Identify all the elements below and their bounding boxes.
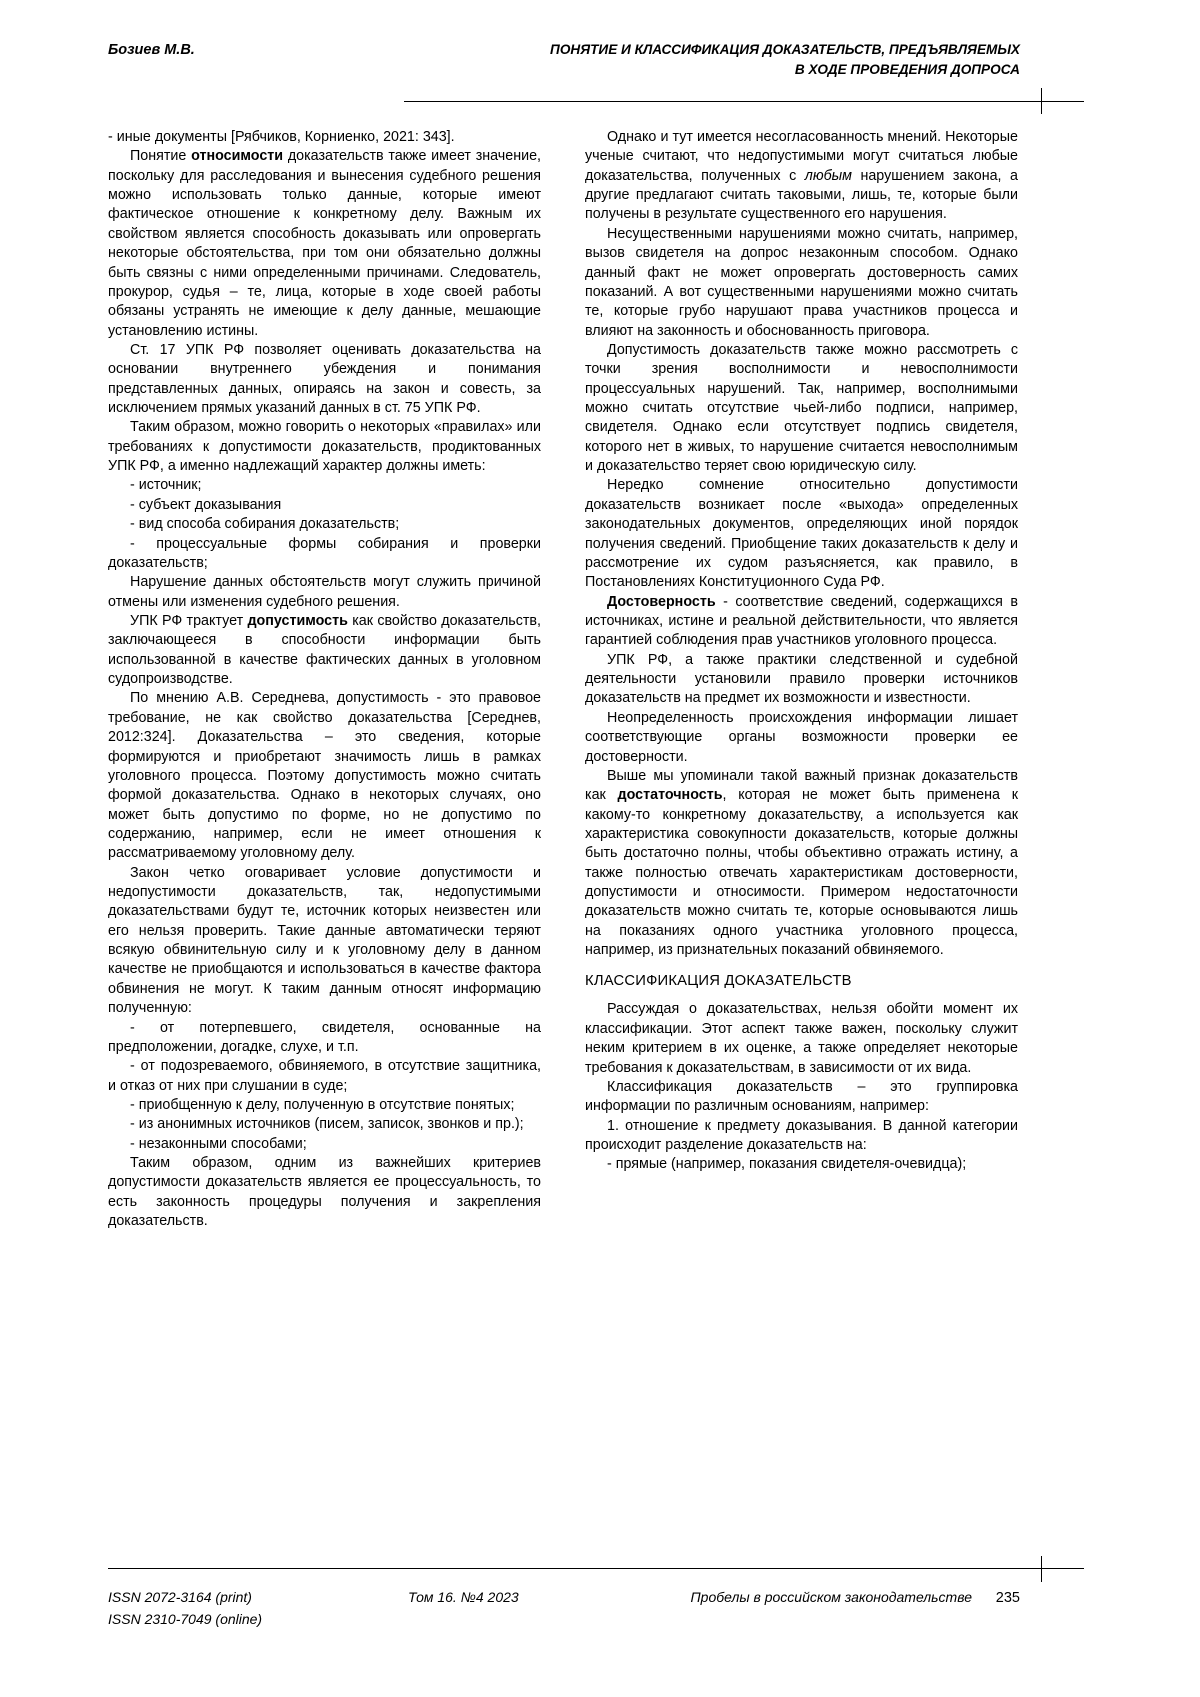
text-run: Однако и тут имеется несогласованность мнений. Некоторые ученые считают, что недопустимыми могут считаться любые доказательства, полученных с (585, 129, 1018, 184)
term-dostovernost: Достоверность (607, 593, 716, 610)
page-number: 235 (995, 1590, 1020, 1606)
paragraph: Таким образом, можно говорить о некоторых «правилах» или требованиях к допустимости доказательств, продиктованных УПК РФ, а именно надлежащий характер должны иметь: (108, 419, 541, 475)
text-run: - соответствие сведений, содержащихся в источниках, истине и реальной действительности, что является гарантией соблюдения прав участников уголовного процесса. (585, 593, 1018, 649)
text-run: Выше мы упоминали такой важный признак доказательств как (585, 767, 1018, 804)
paragraph: - иные документы [Рябчиков, Корниенко, 2021: 343]. (108, 129, 455, 145)
paragraph: УПК РФ, а также практики следственной и судебной деятельности установили правило проверки источников доказательств на предмет их возможности и известности. (585, 651, 1018, 707)
footer-divider (108, 1568, 1084, 1569)
list-item: - из анонимных источников (писем, записок, звонков и пр.); (130, 1116, 524, 1133)
paragraph: Допустимость доказательств также можно рассмотреть с точки зрения восполнимости и невосполнимости процессуальных нарушений. Так, например, восполнимыми можно считать отсутствие чьей-либо подписи, например, свидетеля. Однако если отсутствует подпись свидетеля, которого нет в живых, то нарушение считается невосполнимым и доказательство теряет свою юридическую силу. (585, 341, 1018, 475)
issn-block (108, 1586, 408, 1631)
term-dostatochnost: достаточность (617, 787, 723, 804)
paragraph: Закон четко оговаривает условие допустимости и недопустимости доказательств, так, недопустимыми доказательствами будут те, источник которых неизвестен или его нельзя проверить. Такие данные автоматически теряют всякую обвинительную силу и к уголовному делу в данном качестве не приобщаются и использоваться в качестве фактора обвинения не могут. К таким данным относят информацию полученную: (108, 864, 541, 1017)
header-divider (404, 101, 1084, 102)
volume-issue: Том 16. №4 2023 (408, 1589, 519, 1605)
list-item: - источник; (130, 477, 202, 494)
list-item: - процессуальные формы собирания и проверки доказательств; (108, 535, 541, 571)
paragraph: Ст. 17 УПК РФ позволяет оценивать доказательства на основании внутреннего убеждения и понимания представленных данных, опираясь на закон и совесть, за исключением прямых указаний данных в ст. 75 УПК РФ. (108, 341, 541, 417)
text-run: как свойство доказательств, заключающееся в способности информации быть использованной в качестве фактических данных в уголовном судопроизводстве. (108, 612, 541, 688)
paragraph: По мнению А.В. Середнева, допустимость - это правовое требование, не как свойство доказательства [Середнев, 2012:324]. Доказательства – это сведения, которые формируются и приобретают значимость лишь в рамках уголовного процесса. Поэтому допустимость можно считать формой доказательства. Однако в некоторых случаях, оно может быть допустимо по форме, но не допустимо по содержанию, например, если не имеет отношения к рассматриваемому уголовному делу. (108, 690, 541, 862)
paragraph (585, 593, 1018, 651)
text-run: доказательств также имеет значение, поскольку для расследования и вынесения судебного решения можно использовать только данные, которые имеют фактическое отношение к конкретному делу. Важным их свойством является способность доказывать или опровергать некоторые обстоятельства, при том они обязательно должны быть связны с ними определенными причинами. Следователь, прокурор, судья – те, лица, которые в ходе своей работы обязаны устранять не имеющие к делу данные, мешающие установлению истины. (108, 148, 542, 339)
page-footer (108, 1586, 1020, 1631)
page-header (108, 40, 1020, 79)
issn-online: ISSN 2310-7049 (online) (108, 1611, 263, 1628)
section-heading: КЛАССИФИКАЦИЯ ДОКАЗАТЕЛЬСТВ (585, 973, 852, 990)
paragraph (585, 128, 1018, 225)
header-title-line1: ПОНЯТИЕ И КЛАССИФИКАЦИЯ ДОКАЗАТЕЛЬСТВ, ПРЕДЪЯВЛЯЕМЫХ (550, 42, 1020, 57)
text-run: нарушением закона, а другие предлагают считать таковыми, лишь, те, которые были получены в результате существенного его нарушения. (585, 167, 1018, 223)
list-item: - приобщенную к делу, полученную в отсутствие понятых; (130, 1096, 515, 1113)
paragraph: Неопределенность происхождения информации лишает соответствующие органы возможности проверки ее достоверности. (585, 709, 1018, 765)
text-run: Понятие (130, 148, 192, 165)
header-article-title (550, 40, 1020, 79)
paragraph: Нарушение данных обстоятельств могут служить причиной отмены или изменения судебного решения. (108, 574, 541, 610)
issn-print: ISSN 2072-3164 (print) (108, 1589, 252, 1605)
list-item: - незаконными способами; (130, 1135, 307, 1152)
text-run: УПК РФ трактует (130, 612, 248, 629)
list-item: - субъект доказывания (130, 496, 282, 513)
paragraph: Несущественными нарушениями можно считать, например, вызов свидетеля на допрос незаконным способом. Однако данный факт не может опровергать достоверность самих показаний. А вот существенными нарушениями можно считать те, которые грубо нарушают права участников процесса и влияют на законность и обоснованность приговора. (585, 225, 1018, 339)
term-dopustimost: допустимость (247, 612, 348, 629)
header-divider-tick (1041, 88, 1042, 114)
header-author: Бозиев М.В. (108, 42, 195, 58)
header-title-line2: В ХОДЕ ПРОВЕДЕНИЯ ДОПРОСА (794, 61, 1020, 77)
paragraph (108, 147, 541, 341)
list-item: - от потерпевшего, свидетеля, основанные на предположении, догадке, слухе, и т.п. (108, 1019, 541, 1055)
paragraph: Классификация доказательств – это группировка информации по различным основаниям, например: (585, 1078, 1018, 1115)
paragraph (585, 767, 1018, 961)
text-run: , которая не может быть применена к какому-то конкретному доказательству, а используется как характеристика совокупности доказательств, которые должны быть достаточно полны, чтобы объективно отражать истину, а также полностью отвечать характеристикам достоверности, допустимости и относимости. Примером недостаточности доказательств можно считать те, которые основываются лишь на показаниях одного участника уголовного процесса, например, из признательных показаний обвиняемого. (585, 787, 1019, 959)
paragraph: Таким образом, одним из важнейших критериев допустимости доказательств является ее процессуальность, то есть законность процедуры получения и закрепления доказательств. (108, 1155, 541, 1230)
article-body (108, 128, 1018, 1231)
column-left (108, 128, 541, 1231)
journal-name: Пробелы в российском законодательстве (690, 1589, 972, 1605)
list-item: - прямые (например, показания свидетеля-очевидца); (607, 1156, 967, 1173)
list-item: - от подозреваемого, обвиняемого, в отсутствие защитника, и отказ от них при слушании в суде; (108, 1058, 541, 1094)
footer-divider-tick (1041, 1556, 1042, 1582)
column-right (585, 128, 1018, 1231)
list-item: - вид способа собирания доказательств; (130, 516, 400, 533)
paragraph: 1. отношение к предмету доказывания. В данной категории происходит разделение доказательств на: (585, 1117, 1018, 1153)
paragraph: Нередко сомнение относительно допустимости доказательств возникает после «выхода» определенных законодательных документов, определяющих иной порядок получения сведений. Приобщение таких доказательств к делу и рассмотрение их судом разъясняется, как правило, в Постановлениях Конституционного Суда РФ. (585, 477, 1018, 591)
term-otnosimost: относимости (191, 148, 284, 165)
paragraph: Рассуждая о доказательствах, нельзя обойти момент их классификации. Этот аспект также важен, поскольку служит неким критерием в их оценке, а также определяет некоторые требования к доказательствам, в зависимости от их вида. (585, 1001, 1018, 1076)
emphasis-lyubym: любым (804, 167, 852, 184)
paragraph (108, 612, 541, 689)
